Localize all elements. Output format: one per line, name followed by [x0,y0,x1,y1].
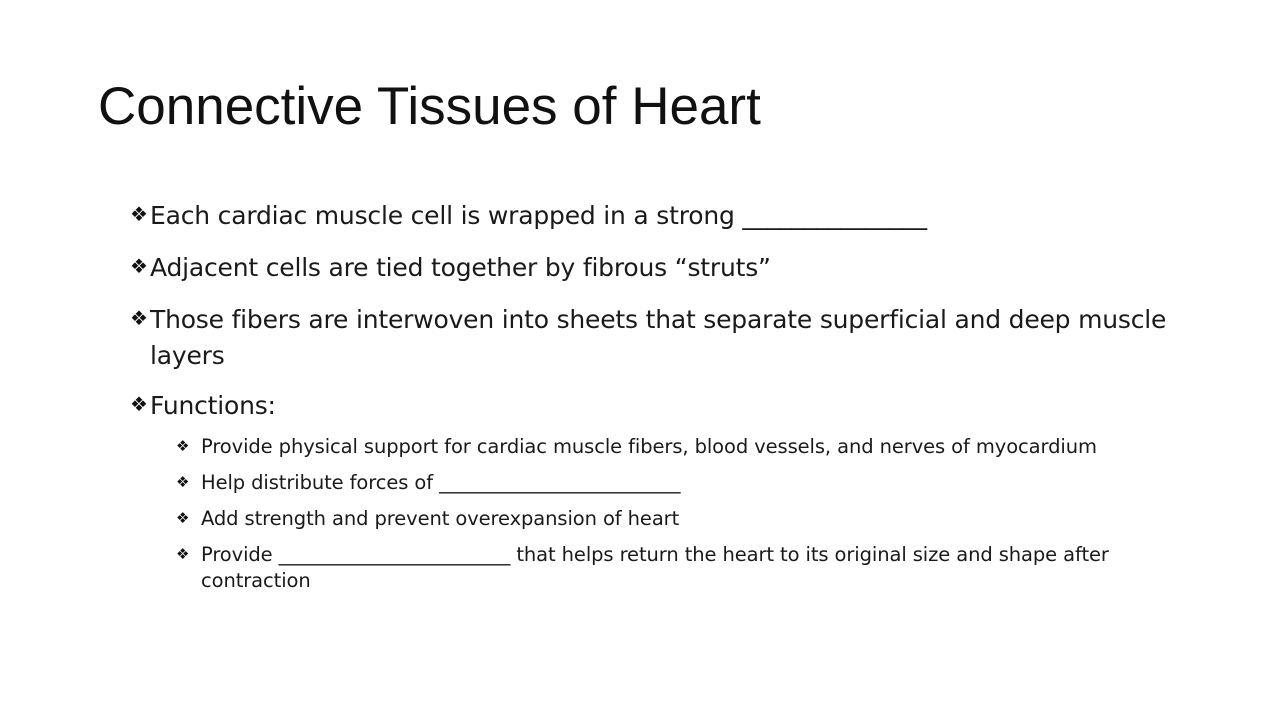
sub-bullet-text: Help distribute forces of _________________________ [201,471,681,494]
sub-bullet-text: Provide physical support for cardiac muscle fibers, blood vessels, and nerves of myocardium [201,435,1097,458]
diamond-bullet-icon: ❖ [176,437,190,455]
bullet-item [130,198,1170,234]
sub-bullet-text: Provide ________________________ that helps return the heart to its original size and shape after contraction [201,543,1109,592]
diamond-bullet-icon: ❖ [130,202,148,226]
diamond-bullet-icon: ❖ [130,306,148,330]
bullet-text: Those fibers are interwoven into sheets that separate superficial and deep muscle layers [150,305,1167,370]
diamond-bullet-icon: ❖ [130,392,148,416]
bullet-text: Each cardiac muscle cell is wrapped in a strong _______________ [150,201,927,230]
bullet-item [130,302,1170,374]
slide-title: Connective Tissues of Heart [98,77,761,136]
sub-bullet-item [176,434,1141,460]
bullet-list [130,198,1170,604]
diamond-bullet-icon: ❖ [130,254,148,278]
diamond-bullet-icon: ❖ [176,545,190,563]
sub-bullet-item [176,470,1141,496]
bullet-item [130,250,1170,286]
sub-bullet-text: Add strength and prevent overexpansion of heart [201,507,680,530]
sub-bullet-item [176,542,1141,594]
diamond-bullet-icon: ❖ [176,473,190,491]
bullet-text: Functions: [150,391,276,420]
diamond-bullet-icon: ❖ [176,509,190,527]
bullet-item [130,388,1170,424]
sub-bullet-item [176,506,1141,532]
bullet-text: Adjacent cells are tied together by fibrous “struts” [150,253,771,282]
sub-bullet-list [130,434,1170,594]
